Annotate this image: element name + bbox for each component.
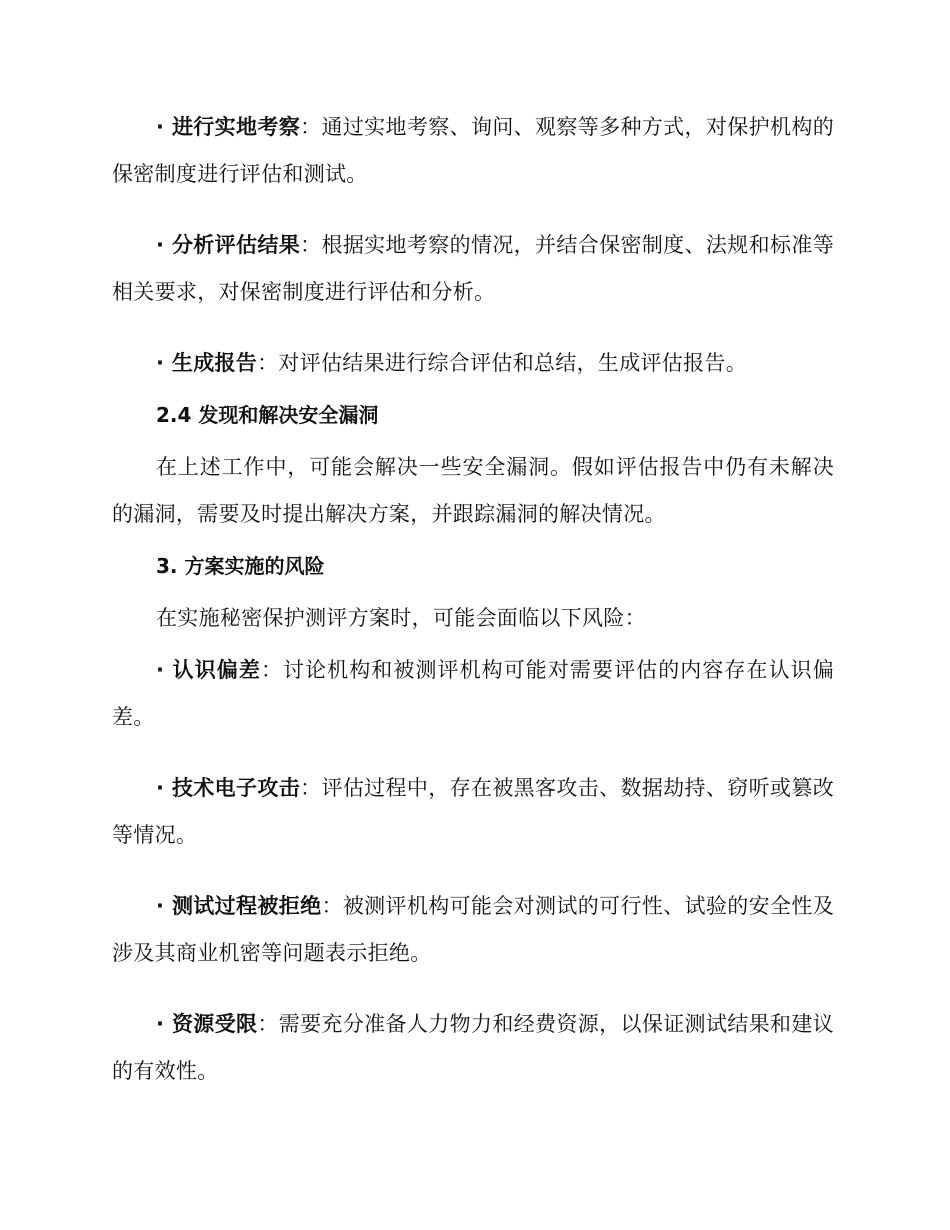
item-text: 通过实地考察、询问、观察等多种方式，对保护机构的保密制度进行评估和测试。 [112, 115, 834, 186]
list-item [112, 340, 834, 387]
item-bullet: · [156, 894, 172, 918]
item-bullet: · [156, 233, 172, 257]
item-separator: ： [260, 658, 284, 682]
item-term: 分析评估结果 [171, 233, 301, 257]
section-body-2-4: 在上述工作中，可能会解决一些安全漏洞。假如评估报告中仍有未解决的漏洞，需要及时提出解决方案，并跟踪漏洞的解决情况。 [112, 455, 834, 526]
item-text: 需要充分准备人力物力和经费资源，以保证测试结果和建议的有效性。 [112, 1012, 834, 1083]
item-text: 评估过程中，存在被黑客攻击、数据劫持、窃听或篡改等情况。 [112, 776, 834, 847]
item-separator: ： [321, 894, 343, 918]
list-item [112, 765, 834, 859]
item-separator: ： [300, 115, 322, 139]
item-bullet: · [156, 351, 172, 375]
section-intro-3: 在实施秘密保护测评方案时，可能会面临以下风险： [156, 606, 646, 630]
item-bullet: · [156, 115, 172, 139]
document-page [112, 104, 834, 1119]
list-item [112, 104, 834, 198]
item-bullet: · [156, 776, 172, 800]
item-term: 测试过程被拒绝 [171, 894, 322, 918]
item-term: 资源受限 [171, 1012, 258, 1036]
list-item [112, 222, 834, 316]
list-item [112, 647, 834, 741]
item-separator: ： [257, 1012, 279, 1036]
section-heading-2-4: 2.4 发现和解决安全漏洞 [156, 403, 379, 427]
item-bullet: · [156, 1012, 172, 1036]
list-item [112, 883, 834, 977]
item-term: 进行实地考察 [171, 115, 301, 139]
list-item [112, 1001, 834, 1095]
item-separator: ： [300, 233, 322, 257]
item-term: 生成报告 [171, 351, 258, 375]
item-term: 认识偏差 [172, 658, 261, 682]
item-term: 技术电子攻击 [171, 776, 301, 800]
item-text: 对评估结果进行综合评估和总结，生成评估报告。 [278, 351, 748, 375]
item-bullet: · [156, 658, 173, 682]
item-text: 被测评机构可能会对测试的可行性、试验的安全性及涉及其商业机密等问题表示拒绝。 [112, 894, 834, 965]
item-separator: ： [300, 776, 322, 800]
item-separator: ： [257, 351, 279, 375]
item-text: 根据实地考察的情况，并结合保密制度、法规和标准等相关要求，对保密制度进行评估和分析。 [112, 233, 834, 304]
item-text: 讨论机构和被测评机构可能对需要评估的内容存在认识偏差。 [112, 658, 835, 729]
section-heading-3: 3. 方案实施的风险 [156, 554, 325, 578]
